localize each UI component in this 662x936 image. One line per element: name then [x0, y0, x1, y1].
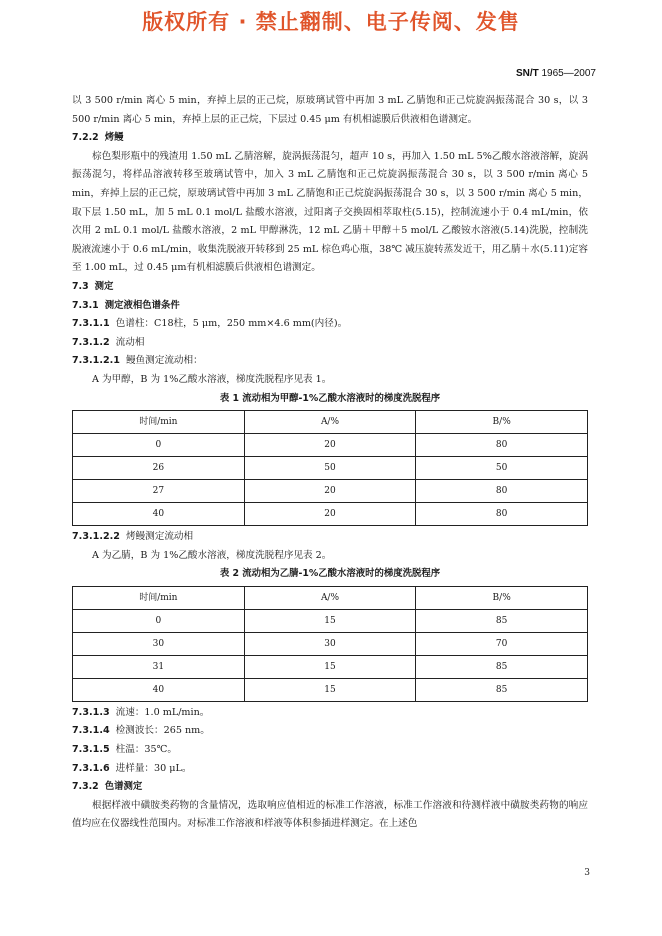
document-body — [72, 92, 588, 834]
table-cell: 30 — [244, 632, 416, 655]
table-cell: 31 — [73, 655, 245, 678]
table-header-cell: 时间/min — [73, 411, 245, 434]
table-cell: 50 — [244, 457, 416, 480]
table-cell: 40 — [73, 503, 245, 526]
mobile-phase-line-2: A 为乙腈，B 为 1%乙酸水溶液，梯度洗脱程序见表 2。 — [92, 549, 332, 561]
item-number: 7.3.1.3 — [72, 706, 110, 718]
table-cell: 80 — [416, 503, 588, 526]
item-number: 7.3.1.6 — [72, 762, 110, 774]
table-1-caption: 表 1 流动相为甲醇-1%乙酸水溶液时的梯度洗脱程序 — [219, 392, 441, 404]
table-row — [73, 609, 588, 632]
page-number: 3 — [584, 868, 590, 878]
table-header-cell: A/% — [244, 586, 416, 609]
section-7-3-heading — [72, 278, 588, 297]
section-number: 7.3.2 — [72, 781, 99, 793]
section-title: 测定 — [94, 280, 114, 292]
table-cell: 70 — [416, 632, 588, 655]
item-7-3-1-3 — [72, 704, 588, 723]
table-cell: 20 — [244, 503, 416, 526]
table-cell: 26 — [73, 457, 245, 480]
item-number: 7.3.1.2 — [72, 336, 110, 348]
table-1 — [72, 410, 588, 526]
table-cell: 30 — [73, 632, 245, 655]
item-number: 7.3.1.4 — [72, 725, 110, 737]
item-text: 鳗鱼测定流动相： — [125, 355, 203, 367]
table-row — [73, 503, 588, 526]
table-cell: 80 — [416, 434, 588, 457]
table-header-cell: 时间/min — [73, 586, 245, 609]
paragraph-continuation: 以 3 500 r/min 离心 5 min，弃掉上层的正己烷，原玻璃试管中再加 3 mL 乙腈饱和正己烷旋涡振荡混合 30 s，以 3 500 r/min 离心 5 min，弃掉上层的正己烷，下层过 0.45 μm 有机相滤膜后供液相色谱测定。 — [72, 95, 588, 125]
item-number: 7.3.1.5 — [72, 744, 110, 756]
item-text: 烤鳗测定流动相 — [125, 531, 194, 543]
table-2 — [72, 586, 588, 702]
standard-code-year: 1965—2007 — [538, 68, 596, 79]
section-title: 色谱测定 — [104, 781, 143, 793]
item-7-3-1-4 — [72, 722, 588, 741]
item-number: 7.3.1.1 — [72, 318, 110, 330]
table-cell: 20 — [244, 434, 416, 457]
item-number: 7.3.1.2.1 — [72, 355, 120, 367]
item-7-3-1-6 — [72, 760, 588, 779]
paragraph-chromatography: 根据样液中磺胺类药物的含量情况，选取响应值相近的标准工作溶液，标准工作溶液和待测样液中磺胺类药物的响应值均应在仪器线性范围内。对标准工作溶液和样液等体积参插进样测定。在上述色 — [72, 799, 588, 830]
table-cell: 85 — [416, 655, 588, 678]
section-number: 7.3 — [72, 280, 89, 292]
table-row — [73, 434, 588, 457]
table-header-cell: A/% — [244, 411, 416, 434]
table-2-caption: 表 2 流动相为乙腈-1%乙酸水溶液时的梯度洗脱程序 — [219, 568, 441, 580]
table-cell: 27 — [73, 480, 245, 503]
section-number: 7.3.1 — [72, 299, 99, 311]
section-title: 烤鳗 — [104, 132, 124, 144]
standard-code-prefix: SN/T — [515, 68, 539, 79]
table-cell: 15 — [244, 678, 416, 701]
table-row — [73, 632, 588, 655]
section-title: 测定液相色谱条件 — [104, 299, 180, 311]
table-header-cell: B/% — [416, 586, 588, 609]
table-header-row — [73, 586, 588, 609]
section-number: 7.2.2 — [72, 132, 99, 144]
standard-code — [516, 68, 596, 79]
section-7-3-1-heading — [72, 297, 588, 316]
item-7-3-1-2 — [72, 334, 588, 353]
section-7-2-2-heading — [72, 129, 588, 148]
table-cell: 85 — [416, 609, 588, 632]
item-7-3-1-5 — [72, 741, 588, 760]
item-text: 流动相 — [115, 336, 145, 348]
table-header-cell: B/% — [416, 411, 588, 434]
table-cell: 50 — [416, 457, 588, 480]
item-text: 检测波长：265 nm。 — [115, 725, 210, 737]
item-7-3-1-2-1 — [72, 352, 588, 371]
table-cell: 85 — [416, 678, 588, 701]
table-row — [73, 678, 588, 701]
item-text: 色谱柱：C18柱，5 μm，250 mm×4.6 mm(内径)。 — [115, 318, 348, 330]
table-row — [73, 480, 588, 503]
mobile-phase-line-1: A 为甲醇，B 为 1%乙酸水溶液，梯度洗脱程序见表 1。 — [92, 373, 332, 385]
table-cell: 0 — [73, 609, 245, 632]
item-text: 进样量：30 μL。 — [115, 762, 192, 774]
table-cell: 15 — [244, 609, 416, 632]
table-row — [73, 655, 588, 678]
paragraph-roast-eel: 棕色梨形瓶中的残渣用 1.50 mL 乙腈溶解，旋涡振荡混匀，超声 10 s，再加入 1.50 mL 5%乙酸水溶液溶解，旋涡振荡混匀，将样品溶液转移至玻璃试管中，加入 3 mL 乙腈饱和正己烷旋涡振荡混合 30 s，以 3 500 r/min 离心 5 min，弃掉上层的正己烷，原玻璃试管中再加 3 mL 乙腈饱和正己烷旋涡振荡混合 30 s，以 3 500 r/min 离心 5 min，取下层 1.50 mL，加 5 mL 0.1 mol/L 盐酸水溶液，过阳离子交换固相萃取柱(5.15)，控制流速小于 0.4 mL/min，依次用 2 mL 0.1 mol/L 盐酸水溶液，2 mL 甲醇淋洗，12 mL 乙腈＋甲醇＋5 mol/L 乙酸铵水溶液(5.14)洗脱，控制洗脱液流速小于 0.6 mL/min，收集洗脱液开转移到 25 mL 棕色鸡心瓶，38℃ 减压旋转蒸发近干，用乙腈＋水(5.11)定容至 1.00 mL，过 0.45 μm有机相滤膜后供液相色谱测定。 — [72, 150, 588, 274]
item-text: 柱温：35℃。 — [115, 744, 177, 756]
item-text: 流速：1.0 mL/min。 — [115, 706, 210, 718]
item-7-3-1-2-2 — [72, 528, 588, 547]
item-number: 7.3.1.2.2 — [72, 531, 120, 543]
section-7-3-2-heading — [72, 778, 588, 797]
table-header-row — [73, 411, 588, 434]
table-cell: 40 — [73, 678, 245, 701]
item-7-3-1-1 — [72, 315, 588, 334]
table-row — [73, 457, 588, 480]
copyright-banner: 版权所有 · 禁止翻制、电子传阅、发售 — [142, 10, 520, 34]
table-cell: 20 — [244, 480, 416, 503]
table-cell: 0 — [73, 434, 245, 457]
table-cell: 15 — [244, 655, 416, 678]
table-cell: 80 — [416, 480, 588, 503]
